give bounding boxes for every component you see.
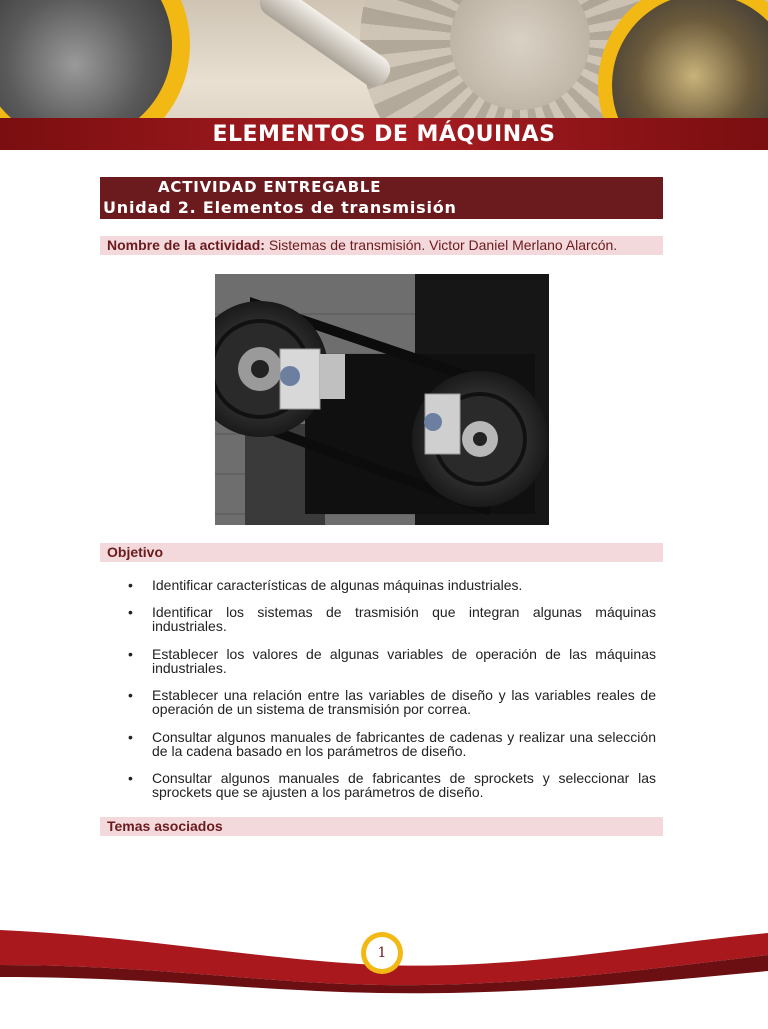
activity-name-bar (100, 236, 663, 255)
bullet-dot-icon: • (128, 604, 133, 620)
list-item (128, 647, 656, 675)
objective-text: Establecer los valores de algunas variables de operación de las máquinas industriales. (152, 646, 656, 676)
objective-text: Identificar los sistemas de trasmisión que integran algunas máquinas industriales. (152, 604, 656, 634)
unit-title: Unidad 2. Elementos de transmisión (103, 198, 457, 217)
objective-text: Consultar algunos manuales de fabricantes de sprockets y seleccionar las sprockets que se ajusten a los parámetros de diseño. (152, 770, 656, 800)
list-item (128, 730, 656, 758)
topics-heading: Temas asociados (107, 818, 223, 834)
bullet-dot-icon: • (128, 577, 133, 593)
objective-heading: Objetivo (107, 544, 164, 560)
list-item (128, 771, 656, 799)
activity-name-value: Sistemas de transmisión. Victor Daniel Merlano Alarcón. (264, 237, 618, 253)
banner-title: ELEMENTOS DE MÁQUINAS (212, 122, 556, 147)
activity-title-box (100, 177, 663, 219)
objective-text: Consultar algunos manuales de fabricantes de cadenas y realizar una selección de la cadena basado en los parámetros de diseño. (152, 729, 656, 759)
list-item (128, 605, 656, 633)
list-item (128, 578, 656, 592)
bullet-dot-icon: • (128, 729, 133, 745)
activity-type: ACTIVIDAD ENTREGABLE (158, 178, 382, 196)
page-number-badge (361, 932, 403, 974)
topics-heading-bar (100, 817, 663, 836)
header-banner (0, 0, 768, 150)
activity-name-label: Nombre de la actividad: (107, 237, 265, 253)
objective-heading-bar (100, 543, 663, 562)
page-number: 1 (366, 937, 398, 969)
bullet-dot-icon: • (128, 646, 133, 662)
list-item (128, 688, 656, 716)
objective-text: Establecer una relación entre las variables de diseño y las variables reales de operación de un sistema de transmisión por correa. (152, 687, 656, 717)
bullet-dot-icon: • (128, 687, 133, 703)
belt-drive-photo (215, 274, 549, 525)
objective-text: Identificar características de algunas máquinas industriales. (152, 577, 523, 593)
bullet-dot-icon: • (128, 770, 133, 786)
